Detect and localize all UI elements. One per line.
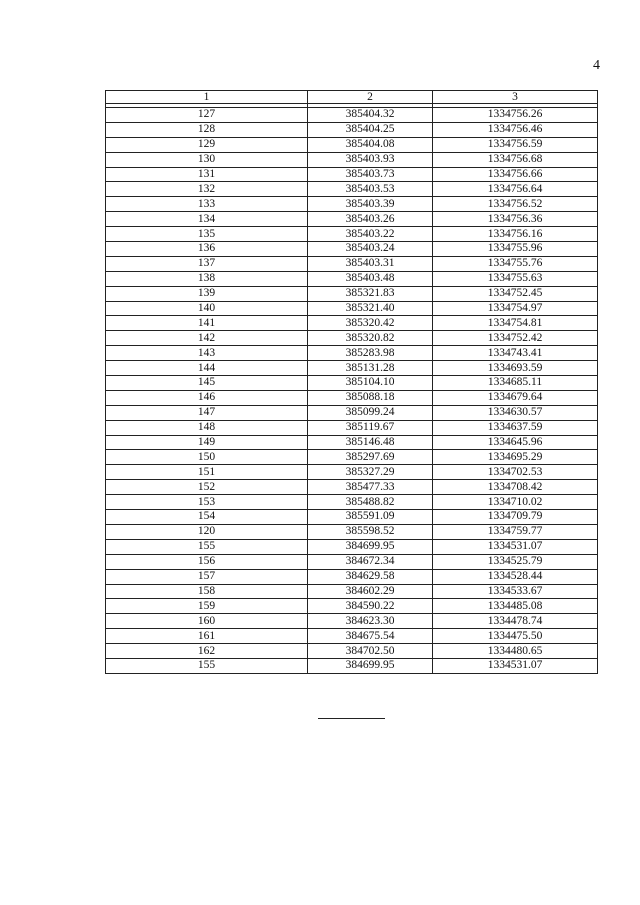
x-coordinate-cell: 384672.34	[308, 554, 433, 569]
point-number-cell: 128	[106, 122, 308, 137]
x-coordinate-cell: 385404.25	[308, 122, 433, 137]
x-coordinate-cell: 384623.30	[308, 614, 433, 629]
coordinates-table	[105, 90, 598, 674]
table-row	[106, 227, 598, 242]
y-coordinate-cell: 1334756.26	[433, 108, 598, 123]
table-row	[106, 376, 598, 391]
point-number-cell: 156	[106, 554, 308, 569]
y-coordinate-cell: 1334709.79	[433, 510, 598, 525]
point-number-cell: 147	[106, 405, 308, 420]
point-number-cell: 152	[106, 480, 308, 495]
table-row	[106, 450, 598, 465]
x-coordinate-cell: 385403.22	[308, 227, 433, 242]
y-coordinate-cell: 1334531.07	[433, 658, 598, 673]
y-coordinate-cell: 1334752.45	[433, 286, 598, 301]
table-row	[106, 644, 598, 659]
y-coordinate-cell: 1334756.64	[433, 182, 598, 197]
point-number-cell: 145	[106, 376, 308, 391]
point-number-cell: 134	[106, 212, 308, 227]
point-number-cell: 130	[106, 152, 308, 167]
table-row	[106, 390, 598, 405]
x-coordinate-cell: 385403.93	[308, 152, 433, 167]
y-coordinate-cell: 1334756.68	[433, 152, 598, 167]
y-coordinate-cell: 1334743.41	[433, 346, 598, 361]
y-coordinate-cell: 1334756.66	[433, 167, 598, 182]
table-row	[106, 480, 598, 495]
point-number-cell: 141	[106, 316, 308, 331]
header-col-2: 2	[308, 91, 433, 104]
point-number-cell: 149	[106, 435, 308, 450]
header-col-1: 1	[106, 91, 308, 104]
y-coordinate-cell: 1334759.77	[433, 524, 598, 539]
x-coordinate-cell: 385403.48	[308, 271, 433, 286]
y-coordinate-cell: 1334710.02	[433, 495, 598, 510]
x-coordinate-cell: 385104.10	[308, 376, 433, 391]
y-coordinate-cell: 1334755.96	[433, 242, 598, 257]
table-row	[106, 316, 598, 331]
table-row	[106, 301, 598, 316]
x-coordinate-cell: 385099.24	[308, 405, 433, 420]
point-number-cell: 136	[106, 242, 308, 257]
x-coordinate-cell: 385591.09	[308, 510, 433, 525]
y-coordinate-cell: 1334478.74	[433, 614, 598, 629]
table-row	[106, 182, 598, 197]
point-number-cell: 154	[106, 510, 308, 525]
x-coordinate-cell: 385598.52	[308, 524, 433, 539]
x-coordinate-cell: 384629.58	[308, 569, 433, 584]
table-row	[106, 346, 598, 361]
x-coordinate-cell: 385403.26	[308, 212, 433, 227]
table-row	[106, 197, 598, 212]
y-coordinate-cell: 1334685.11	[433, 376, 598, 391]
x-coordinate-cell: 385327.29	[308, 465, 433, 480]
y-coordinate-cell: 1334756.46	[433, 122, 598, 137]
x-coordinate-cell: 385283.98	[308, 346, 433, 361]
point-number-cell: 162	[106, 644, 308, 659]
point-number-cell: 158	[106, 584, 308, 599]
x-coordinate-cell: 384699.95	[308, 539, 433, 554]
point-number-cell: 160	[106, 614, 308, 629]
table-row	[106, 271, 598, 286]
table-row	[106, 331, 598, 346]
x-coordinate-cell: 384590.22	[308, 599, 433, 614]
table-row	[106, 152, 598, 167]
point-number-cell: 140	[106, 301, 308, 316]
point-number-cell: 155	[106, 539, 308, 554]
y-coordinate-cell: 1334525.79	[433, 554, 598, 569]
y-coordinate-cell: 1334756.59	[433, 137, 598, 152]
point-number-cell: 142	[106, 331, 308, 346]
x-coordinate-cell: 385297.69	[308, 450, 433, 465]
table-row	[106, 658, 598, 673]
point-number-cell: 127	[106, 108, 308, 123]
table-row	[106, 286, 598, 301]
table-row	[106, 167, 598, 182]
x-coordinate-cell: 385320.42	[308, 316, 433, 331]
y-coordinate-cell: 1334645.96	[433, 435, 598, 450]
table-row	[106, 361, 598, 376]
y-coordinate-cell: 1334756.36	[433, 212, 598, 227]
table-row	[106, 242, 598, 257]
y-coordinate-cell: 1334679.64	[433, 390, 598, 405]
y-coordinate-cell: 1334708.42	[433, 480, 598, 495]
point-number-cell: 161	[106, 629, 308, 644]
table-row	[106, 510, 598, 525]
x-coordinate-cell: 385488.82	[308, 495, 433, 510]
x-coordinate-cell: 384602.29	[308, 584, 433, 599]
y-coordinate-cell: 1334475.50	[433, 629, 598, 644]
header-col-3: 3	[433, 91, 598, 104]
table-row	[106, 495, 598, 510]
point-number-cell: 148	[106, 420, 308, 435]
point-number-cell: 129	[106, 137, 308, 152]
point-number-cell: 155	[106, 658, 308, 673]
table-row	[106, 137, 598, 152]
y-coordinate-cell: 1334480.65	[433, 644, 598, 659]
table-row	[106, 614, 598, 629]
y-coordinate-cell: 1334533.67	[433, 584, 598, 599]
table-row	[106, 584, 598, 599]
point-number-cell: 146	[106, 390, 308, 405]
point-number-cell: 138	[106, 271, 308, 286]
table-row	[106, 256, 598, 271]
table-body	[106, 104, 598, 674]
y-coordinate-cell: 1334755.63	[433, 271, 598, 286]
point-number-cell: 139	[106, 286, 308, 301]
table-header	[106, 91, 598, 104]
table-row	[106, 629, 598, 644]
page-number: 4	[593, 58, 600, 73]
table-row	[106, 405, 598, 420]
point-number-cell: 120	[106, 524, 308, 539]
table-row	[106, 524, 598, 539]
table-row	[106, 108, 598, 123]
y-coordinate-cell: 1334756.52	[433, 197, 598, 212]
y-coordinate-cell: 1334754.81	[433, 316, 598, 331]
x-coordinate-cell: 384699.95	[308, 658, 433, 673]
table-row	[106, 212, 598, 227]
point-number-cell: 159	[106, 599, 308, 614]
y-coordinate-cell: 1334637.59	[433, 420, 598, 435]
y-coordinate-cell: 1334528.44	[433, 569, 598, 584]
x-coordinate-cell: 385403.53	[308, 182, 433, 197]
table-row	[106, 465, 598, 480]
point-number-cell: 132	[106, 182, 308, 197]
point-number-cell: 131	[106, 167, 308, 182]
point-number-cell: 143	[106, 346, 308, 361]
y-coordinate-cell: 1334755.76	[433, 256, 598, 271]
x-coordinate-cell: 385320.82	[308, 331, 433, 346]
y-coordinate-cell: 1334702.53	[433, 465, 598, 480]
table-row	[106, 599, 598, 614]
x-coordinate-cell: 385321.83	[308, 286, 433, 301]
y-coordinate-cell: 1334752.42	[433, 331, 598, 346]
table-row	[106, 420, 598, 435]
table-row	[106, 554, 598, 569]
x-coordinate-cell: 385477.33	[308, 480, 433, 495]
point-number-cell: 150	[106, 450, 308, 465]
table-row	[106, 435, 598, 450]
x-coordinate-cell: 384675.54	[308, 629, 433, 644]
point-number-cell: 144	[106, 361, 308, 376]
y-coordinate-cell: 1334693.59	[433, 361, 598, 376]
table-row	[106, 122, 598, 137]
x-coordinate-cell: 385119.67	[308, 420, 433, 435]
end-rule	[318, 718, 385, 719]
table-row	[106, 539, 598, 554]
point-number-cell: 133	[106, 197, 308, 212]
point-number-cell: 137	[106, 256, 308, 271]
x-coordinate-cell: 385404.08	[308, 137, 433, 152]
header-row	[106, 91, 598, 104]
x-coordinate-cell: 385146.48	[308, 435, 433, 450]
y-coordinate-cell: 1334531.07	[433, 539, 598, 554]
y-coordinate-cell: 1334756.16	[433, 227, 598, 242]
x-coordinate-cell: 385088.18	[308, 390, 433, 405]
y-coordinate-cell: 1334630.57	[433, 405, 598, 420]
point-number-cell: 135	[106, 227, 308, 242]
x-coordinate-cell: 385403.73	[308, 167, 433, 182]
y-coordinate-cell: 1334754.97	[433, 301, 598, 316]
y-coordinate-cell: 1334695.29	[433, 450, 598, 465]
x-coordinate-cell: 385131.28	[308, 361, 433, 376]
point-number-cell: 157	[106, 569, 308, 584]
x-coordinate-cell: 385321.40	[308, 301, 433, 316]
x-coordinate-cell: 385403.31	[308, 256, 433, 271]
y-coordinate-cell: 1334485.08	[433, 599, 598, 614]
x-coordinate-cell: 385404.32	[308, 108, 433, 123]
x-coordinate-cell: 385403.39	[308, 197, 433, 212]
point-number-cell: 153	[106, 495, 308, 510]
x-coordinate-cell: 384702.50	[308, 644, 433, 659]
point-number-cell: 151	[106, 465, 308, 480]
x-coordinate-cell: 385403.24	[308, 242, 433, 257]
table-row	[106, 569, 598, 584]
